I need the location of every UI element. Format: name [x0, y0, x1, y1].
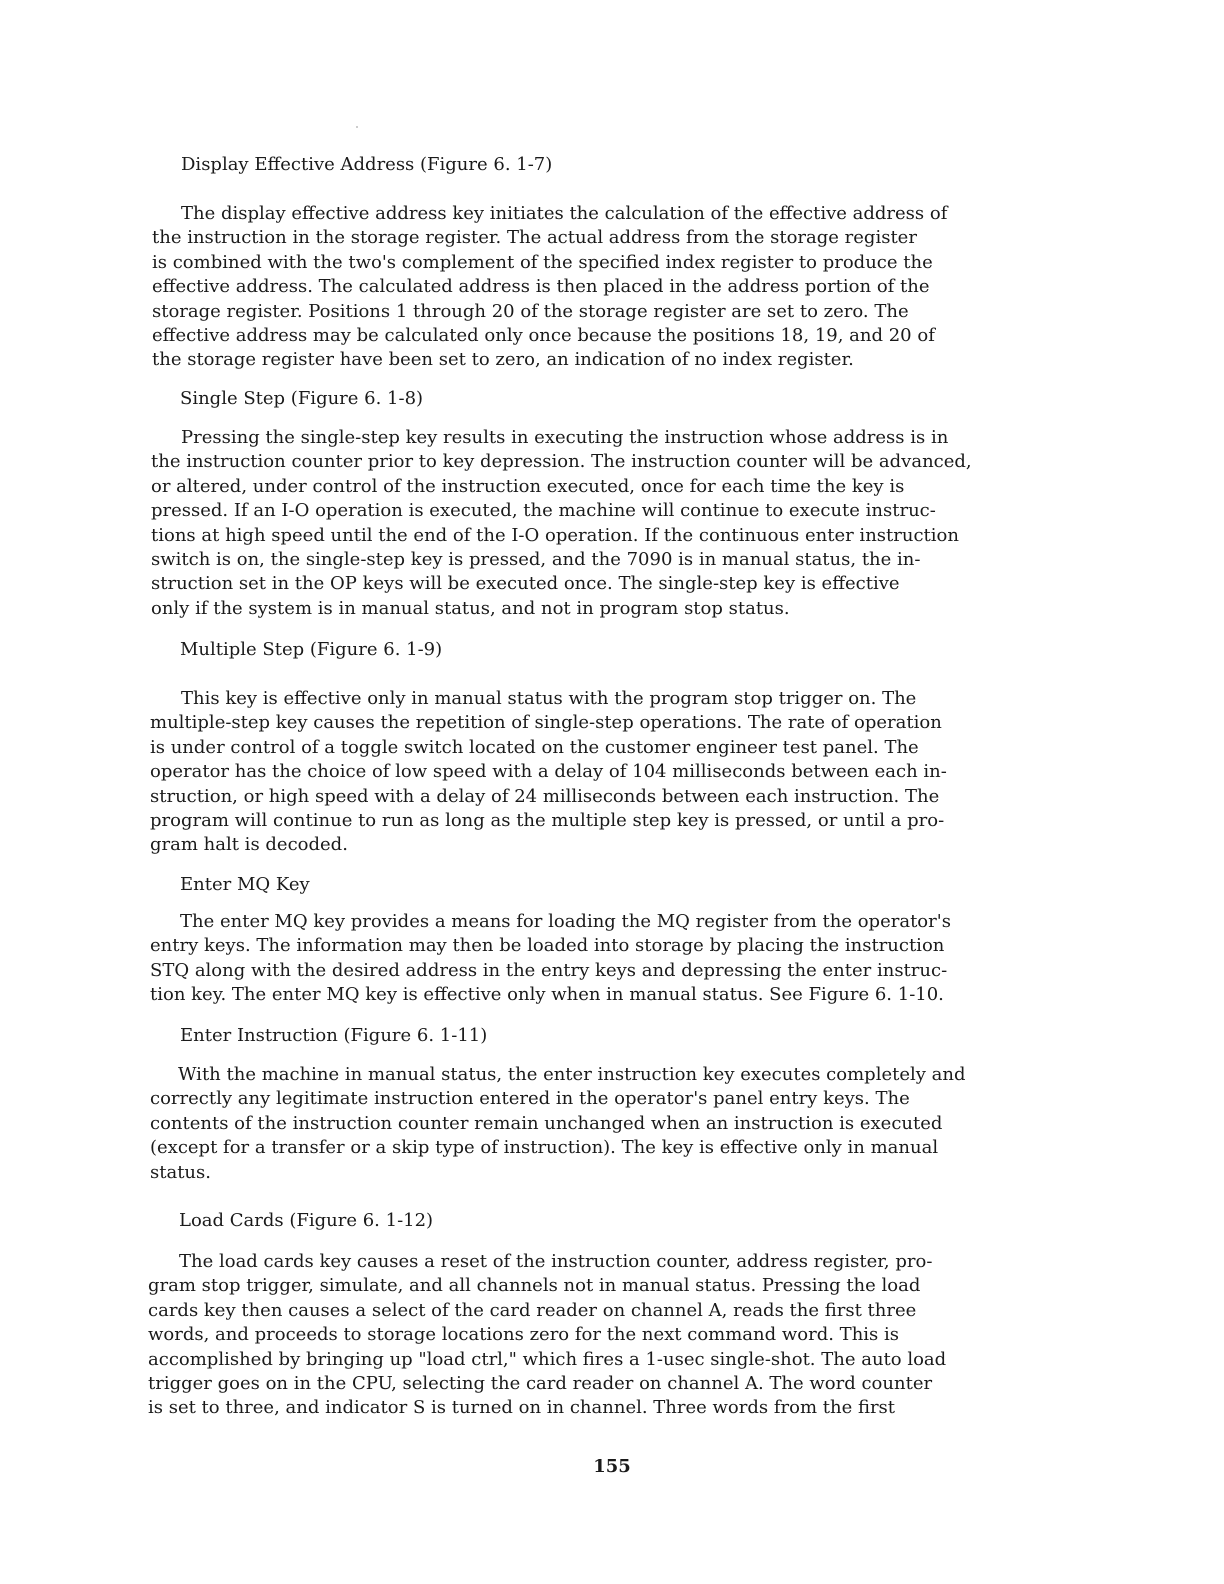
text-line: The enter MQ key provides a means for loading the MQ register from the operator's — [180, 911, 951, 932]
text-line: the storage register have been set to zero, an indication of no index register. — [152, 349, 854, 371]
text-line: operator has the choice of low speed with a delay of 104 milliseconds between each in- — [150, 761, 947, 783]
text-line: struction set in the OP keys will be executed once. The single-step key is effective — [151, 573, 900, 595]
text-line: gram stop trigger, simulate, and all channels not in manual status. Pressing the load — [148, 1275, 921, 1297]
paragraph-load-cards — [148, 1250, 946, 1421]
paragraph-enter-mq-key — [150, 910, 951, 1008]
text-line: struction, or high speed with a delay of 24 milliseconds between each instruction. The — [150, 785, 940, 807]
scan-speck — [356, 126, 358, 128]
section-heading-display-effective-address: Display Effective Address (Figure 6. 1-7) — [181, 154, 553, 175]
text-line: STQ along with the desired address in the entry keys and depressing the enter instruc- — [150, 959, 948, 981]
paragraph-enter-instruction — [150, 1063, 965, 1185]
text-line: storage register. Positions 1 through 20 of the storage register are set to zero. The — [152, 300, 909, 322]
paragraph-display-effective-address — [152, 202, 947, 373]
text-line: Pressing the single-step key results in executing the instruction whose address is in — [181, 427, 949, 448]
text-line: effective address may be calculated only once because the positions 18, 19, and 20 of — [152, 325, 935, 347]
text-line: words, and proceeds to storage locations zero for the next command word. This is — [148, 1324, 899, 1346]
text-line: effective address. The calculated address is then placed in the address portion of the — [152, 276, 930, 298]
section-heading-load-cards: Load Cards (Figure 6. 1-12) — [179, 1210, 434, 1231]
text-line: pressed. If an I-O operation is executed, the machine will continue to execute instruc- — [151, 500, 936, 522]
paragraph-single-step — [151, 426, 972, 621]
section-heading-single-step: Single Step (Figure 6. 1-8) — [180, 388, 424, 409]
section-heading-enter-instruction: Enter Instruction (Figure 6. 1-11) — [180, 1025, 488, 1046]
section-heading-multiple-step: Multiple Step (Figure 6. 1-9) — [180, 639, 443, 660]
text-line: With the machine in manual status, the enter instruction key executes completely and — [178, 1064, 966, 1085]
text-line: the instruction counter prior to key depression. The instruction counter will be advanced, — [151, 451, 972, 473]
text-line: entry keys. The information may then be loaded into storage by placing the instruction — [150, 935, 945, 957]
section-heading-enter-mq-key: Enter MQ Key — [180, 874, 310, 895]
text-line: correctly any legitimate instruction entered in the operator's panel entry keys. The — [150, 1088, 910, 1110]
text-line: gram halt is decoded. — [150, 834, 348, 856]
text-line: switch is on, the single-step key is pressed, and the 7090 is in manual status, the in- — [151, 549, 921, 571]
text-line: is combined with the two's complement of the specified index register to produce the — [152, 251, 933, 273]
page-number: 155 — [593, 1456, 631, 1477]
text-line: status. — [150, 1161, 211, 1183]
text-line: multiple-step key causes the repetition of single-step operations. The rate of operation — [150, 712, 942, 734]
text-line: cards key then causes a select of the card reader on channel A, reads the first three — [148, 1299, 917, 1321]
paragraph-multiple-step — [150, 687, 947, 858]
text-line: program will continue to run as long as the multiple step key is pressed, or until a pro- — [150, 810, 945, 832]
text-line: tion key. The enter MQ key is effective only when in manual status. See Figure 6. 1-10. — [150, 984, 944, 1006]
text-line: This key is effective only in manual status with the program stop trigger on. The — [181, 688, 917, 709]
text-line: accomplished by bringing up "load ctrl," which fires a 1-usec single-shot. The auto load — [148, 1348, 947, 1370]
text-line: is under control of a toggle switch located on the customer engineer test panel. The — [150, 736, 919, 758]
text-line: tions at high speed until the end of the I-O operation. If the continuous enter instruction — [151, 524, 959, 546]
text-line: The load cards key causes a reset of the instruction counter, address register, pro- — [179, 1251, 933, 1272]
text-line: only if the system is in manual status, and not in program stop status. — [151, 597, 790, 619]
text-line: or altered, under control of the instruction executed, once for each time the key is — [151, 475, 905, 497]
text-line: the instruction in the storage register. The actual address from the storage register — [152, 227, 917, 249]
text-line: The display effective address key initiates the calculation of the effective address of — [181, 203, 948, 224]
text-line: is set to three, and indicator S is turned on in channel. Three words from the first — [148, 1397, 896, 1419]
text-line: trigger goes on in the CPU, selecting the card reader on channel A. The word counter — [148, 1373, 933, 1395]
text-line: (except for a transfer or a skip type of instruction). The key is effective only in manual — [150, 1137, 939, 1159]
text-line: contents of the instruction counter remain unchanged when an instruction is executed — [150, 1112, 943, 1134]
